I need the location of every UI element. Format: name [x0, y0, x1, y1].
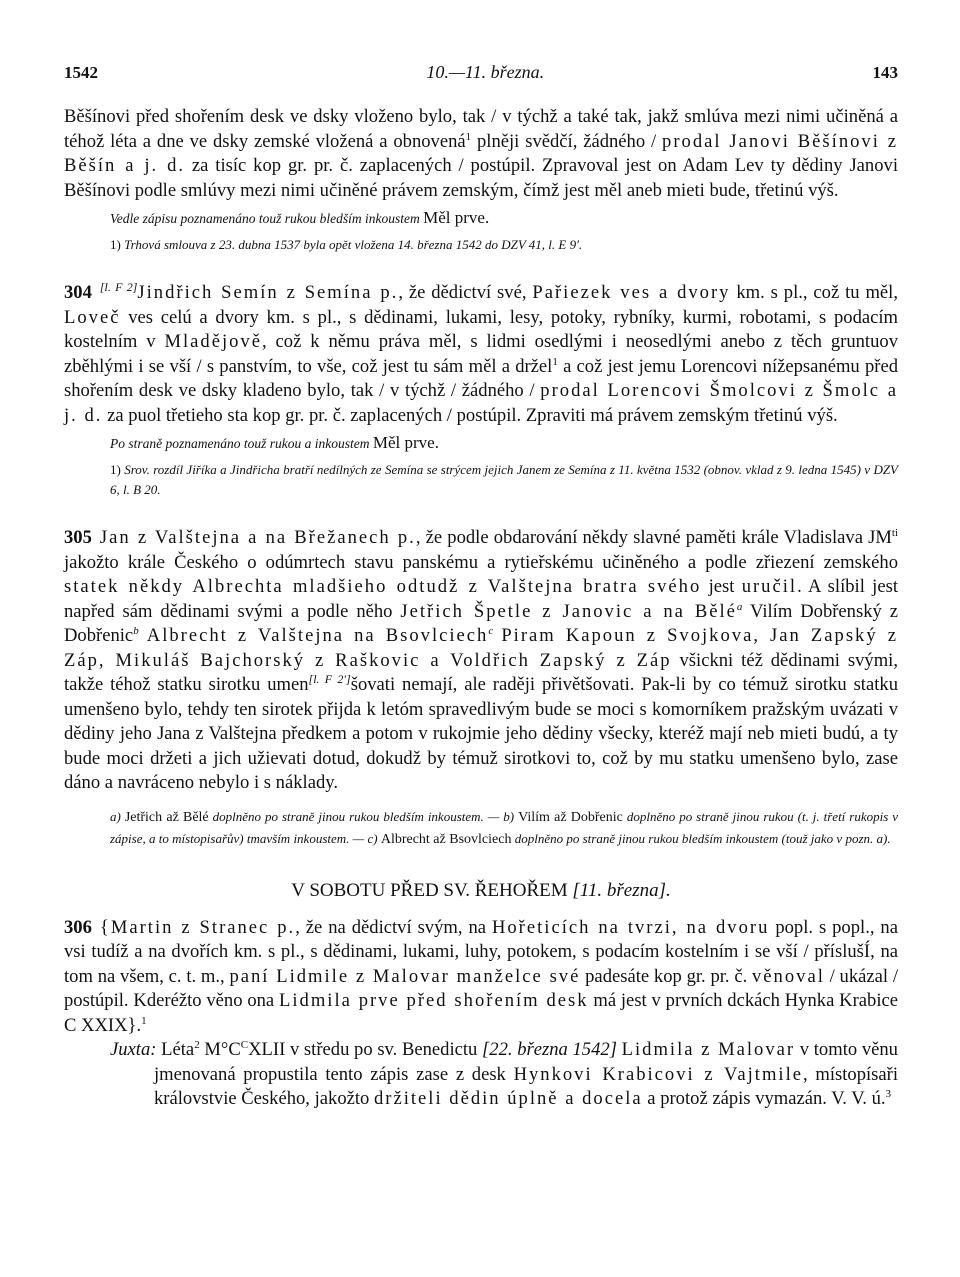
text: Léta [156, 1039, 195, 1060]
spaced-text: držiteli dědin úplně a docela [373, 1088, 643, 1109]
text: , že na dědictví svým, na [295, 916, 492, 938]
spaced-text: Piram Kapoun z Svojkova, Jan Zapský z Záp, Mikuláš Bajchorský z Raškovic a Voldřich Zapský z Záp [64, 625, 898, 671]
entry-304 [64, 281, 898, 500]
text: má jest v prvních dckách Hynka Krabice C XXIX}. [64, 990, 898, 1036]
spaced-text: statek někdy Albrechta mladšieho odtudž z Valštejna bratra svého [64, 576, 702, 597]
note-label: b) [503, 808, 519, 824]
juxta-paragraph [64, 1038, 898, 1112]
spaced-text: Mladějově [164, 331, 262, 352]
spaced-text: Pařiezek ves a dvory [532, 282, 731, 303]
footnote-ref: 1 [552, 355, 558, 368]
footnote-text: Trhová smlouva z 23. dubna 1537 byla opět vložena 14. března 1542 do DZV 41, l. E 9′. [124, 237, 583, 252]
header-date-range: 10.—11. března. [426, 62, 545, 82]
note-label: a) [110, 808, 125, 824]
spaced-text: Jan z Valštejna a na Břežanech p. [99, 527, 416, 548]
text: . A slíbil jest napřed sám dědinami svými a podle něho [64, 576, 898, 622]
note-lemma: Albrecht až Bsovlciech [380, 831, 512, 847]
footnote-ref: 2 [194, 1038, 200, 1051]
folio-ref: [l. F 2] [99, 279, 138, 294]
entry-304-text [64, 281, 898, 428]
footnote [110, 235, 898, 255]
text: , což k němu práva měl, s lidmi osedlými i neosedlými anebo z těch gruntuov zběhlými i se vší / s panstvím, to vše, což jest tu sám měl a držel [64, 331, 898, 377]
note-text: doplněno po straně jinou rukou bledším inkoustem. — [208, 808, 504, 824]
spaced-text: Lidmila prve před shořením desk [279, 990, 589, 1011]
entry-number: 304 [64, 282, 92, 303]
text: M°C [199, 1039, 241, 1060]
section-date: [11. března]. [572, 879, 671, 901]
text: ves celú a dvory km. s pl., s dědinami, lukami, lesy, potoky, rybníky, kurmi, robotami, s podacím kostelním v [64, 306, 898, 352]
section-title: V SOBOTU PŘED SV. ŘEHOŘEM [291, 879, 573, 901]
date-ref: [22. března 1542] [482, 1039, 617, 1060]
header-year: 1542 [64, 63, 98, 82]
entry-306 [64, 916, 898, 1112]
footnote-ref: 1 [465, 130, 472, 143]
text: a protož zápis vymazán. V. V. ú. [642, 1088, 886, 1109]
note-text: Po straně poznamenáno touž rukou a inkoustem [110, 436, 370, 451]
footnote [64, 460, 898, 500]
text: a což jest jemu Lorencovi nížepsanému před shořením desk ve dsky kladeno bylo, tak / v týchž / žádného / [64, 355, 898, 401]
entry-305 [64, 526, 898, 850]
spaced-text: Jetřich Špetle z Janovic a na Bělé [400, 600, 737, 622]
footnote-text: Srov. rozdíl Jiříka a Jindřicha bratří nedílných ze Semína se strýcem jejich Janem ze Semína z 11. května 1532 (obnov. vklad z 9. ledna 1545) v DZV 6, l. B 20. [110, 462, 899, 497]
text: v tomto věnu jmenovaná propustila tento zápis zase z desk [154, 1039, 898, 1085]
note-text: doplněno po straně jinou rukou (t. j. třetí rukopis v zápise, a to místopisařův) tmavším inkoustem. — [110, 808, 898, 846]
spaced-text: uručil [741, 576, 798, 597]
spaced-text: paní Lidmile z Malovar manželce své [229, 965, 581, 987]
entry-306-text [64, 916, 898, 1039]
note-label: c) [367, 830, 381, 846]
text: za tisíc kop gr. pr. č. zaplacených / postúpil. Zpravoval jest on Adam Lev ty dědiny Janovi Běšínovi podle smlúvy mezi nimi učiněné právem zemským, čímž jest měl aneb mieti bude, třetinú výš. [64, 155, 898, 201]
section-heading [64, 880, 898, 902]
text [139, 625, 147, 646]
spaced-text: Hořeticích na tvrzi, na dvoru [491, 916, 770, 938]
spaced-text: {Martin z Stranec p. [99, 916, 296, 938]
entry-number: 306 [64, 916, 92, 938]
textual-notes [64, 806, 898, 850]
footnote-number: 1) [110, 462, 121, 477]
text: padesáte kop gr. pr. č. [580, 965, 752, 987]
note-text: Vedle zápisu poznamenáno touž rukou bledším inkoustem [110, 211, 420, 226]
page-header [64, 62, 898, 83]
note-ref: b [133, 624, 139, 637]
text: km. s pl., což tu měl, [730, 282, 898, 303]
text: jakožto krále Českého o odúmrtech stavu panskému a rytieřskému učiněného a podle zřiezení zemského [64, 551, 898, 573]
superscript: C [240, 1038, 249, 1051]
page-number: 143 [872, 63, 898, 82]
spaced-text: prodal Janovi Běšínovi z Běšín a j. d. [64, 130, 898, 176]
text: , že dědictví své, [398, 282, 533, 303]
spaced-text: věnoval [752, 965, 825, 987]
spaced-text: prodal Lorencovi Šmolcovi z Šmolc a j. d. [64, 380, 898, 426]
note-ref: c [488, 624, 494, 637]
text: , že podle obdarování někdy slavné paměti krále Vladislava JM [415, 527, 892, 548]
footnote-number: 1) [110, 237, 121, 252]
note-lemma: Vilím až Dobřenic [518, 809, 623, 825]
text: všickni též dědinami svými, takže téhož statku sirotku umen [64, 649, 898, 695]
text: šovati nemají, ale raději přivětšovati. Pak-li by co témuž sirotku statku umenšeno bylo, tehdy ten sirotek přijda k letóm spravedlivým bude se moci s komorníkem pražským uvázati v dědiny jeho Jana z Valštejna předkem a potom v rukojmie jeho dědiny všecky, kteréž mají neb mieti budú, a ty bude moci držeti a jich užievati dotud, dokudž by témuž sirotkovi to, což by mu statku umenšeno bylo, zase dáno a navráceno nebylo i s náklady. [64, 674, 898, 793]
text: plněji svědčí, žádného / [471, 130, 663, 152]
text: jest [701, 576, 742, 597]
spaced-text: Albrecht z Valštejna na Bsovlciech [146, 625, 489, 646]
spaced-text: Loveč [64, 306, 121, 328]
editorial-note [110, 208, 898, 229]
document-page [64, 62, 898, 1112]
footnote-ref: 1 [141, 1014, 147, 1027]
superscript: ti [891, 526, 899, 539]
spaced-text: Hynkovi Krabicovi z Vajtmile [513, 1063, 804, 1085]
entry-305-text [64, 526, 898, 796]
intro-paragraph [64, 105, 898, 203]
text: popl. s popl., na vsi tudíž a na dvořích km. s pl., s dědinami, lukami, luhy, potokem, s podacím kostelním i se vší / příslušÍ, na tom na všem, c. t. m., [64, 916, 898, 987]
editorial-note [110, 433, 898, 454]
text: XLII v středu po sv. Benedictu [248, 1039, 483, 1060]
juxta-label: Juxta: [110, 1039, 157, 1060]
note-text: doplněno po straně jinou rukou bledším inkoustem (touž jako v pozn. a). [511, 830, 891, 846]
text: Běšínovi před shořením desk ve dsky vloženo bylo, tak / v týchž a také tak, jakž smlúva mezi nimi učiněná a téhož léta a dne ve dsky zemské vložená a obnovená [64, 106, 898, 152]
text: Vilím Dobřenský z Dobřenic [64, 600, 898, 646]
note-lemma: Jetřich až Bělé [124, 809, 209, 825]
note-final: Měl prve. [423, 208, 490, 227]
text: / ukázal / postúpil. Kderéžto věno ona [64, 965, 899, 1011]
footnote-ref: 3 [885, 1087, 892, 1100]
note-ref: a [736, 600, 743, 613]
text: za puol třetieho sta kop gr. pr. č. zaplacených / postúpil. Zpraviti má právem zemským třetinú výš. [102, 404, 838, 426]
spaced-text: Jindřich Semín z Semína p. [137, 282, 399, 303]
spaced-text: Lidmila z Malovar [621, 1039, 796, 1060]
note-final: Měl prve. [372, 433, 439, 452]
folio-ref: [l. F 2′] [308, 671, 351, 686]
text: , místopísaři královstvie Českého, jakožto [154, 1063, 899, 1109]
text [742, 601, 750, 622]
entry-number: 305 [64, 527, 92, 548]
